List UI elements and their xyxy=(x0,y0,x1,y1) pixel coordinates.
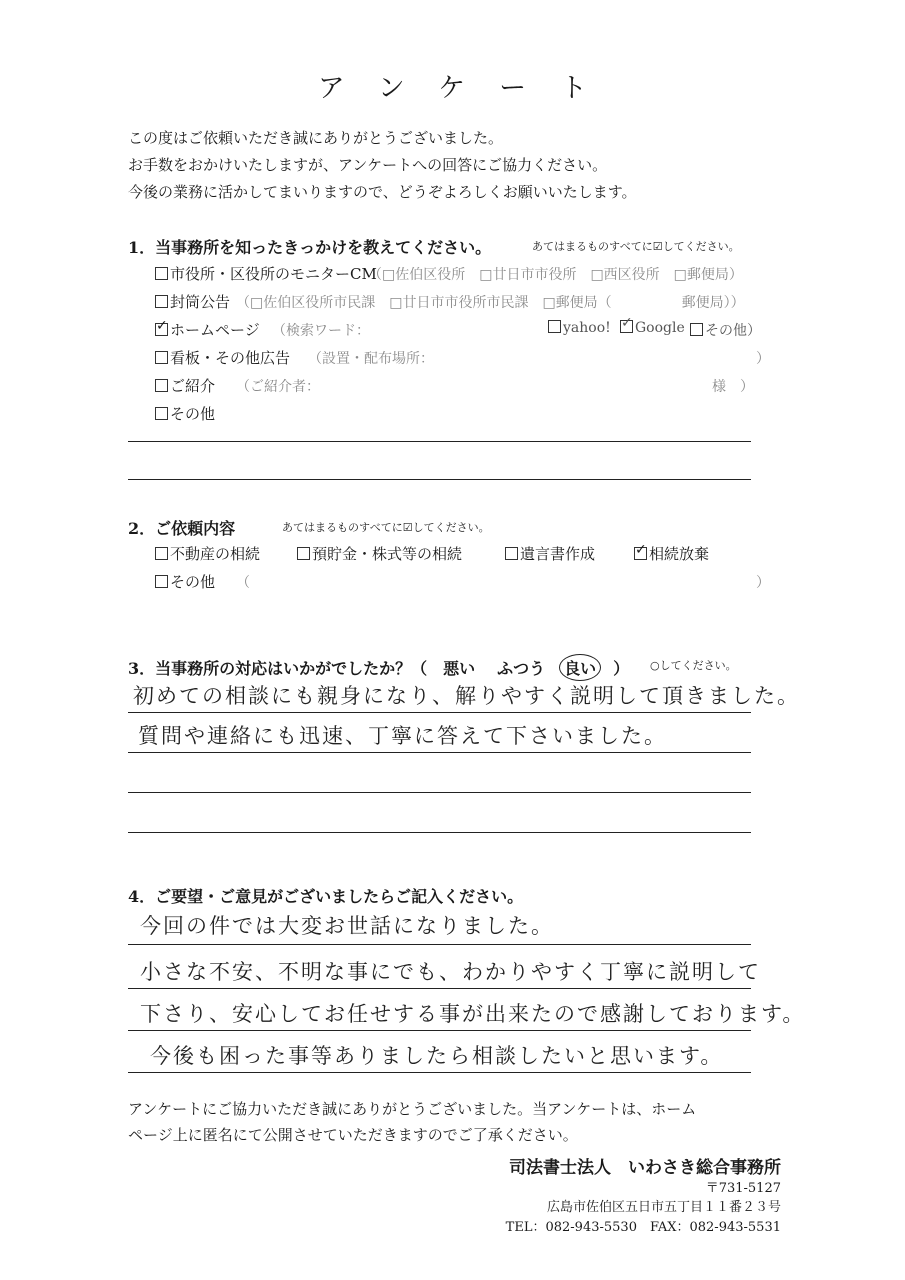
rating-normal[interactable]: ふつう xyxy=(497,659,546,678)
q1-option-sub: （ご紹介者： xyxy=(236,379,320,395)
q1-heading: 1．当事務所を知ったきっかけを教えてください。 xyxy=(128,238,492,257)
search-engine-google[interactable]: ✓ Google xyxy=(620,320,685,336)
intro-line: 今後の業務に活かしてまいりますので、どうぞよろしくお願いいたします。 xyxy=(128,183,637,201)
q2-hint: あてはまるものすべてに☑してください。 xyxy=(282,521,490,534)
answer-line xyxy=(128,441,751,442)
intro-line: お手数をおかけいたしますが、アンケートへの回答にご協力ください。 xyxy=(128,156,608,174)
handwritten-answer: 初めての相談にも親身になり、解りやすく説明して頂きました。 xyxy=(133,684,800,708)
handwritten-answer: 小さな不安、不明な事にでも、わかりやすく丁寧に説明して xyxy=(140,960,761,984)
checkbox-icon[interactable] xyxy=(155,379,168,392)
q3-hint: ○してください。 xyxy=(650,659,737,672)
answer-line xyxy=(128,832,751,833)
q1-option-sub: （□佐伯区役所市民課 □廿日市市役所市民課 □郵便局（ 郵便局）） xyxy=(236,295,745,311)
q4-heading: 4．ご要望・ご意見がございましたらご記入ください。 xyxy=(128,887,524,906)
footer-line: アンケートにご協力いただき誠にありがとうございました。当アンケートは、ホーム xyxy=(128,1100,697,1118)
q1-option-sub: （設置・配布場所： xyxy=(308,351,434,367)
q2-option-other[interactable]: その他 xyxy=(155,571,215,592)
answer-line xyxy=(128,479,751,480)
search-engine-yahoo[interactable]: yahoo! xyxy=(548,320,611,336)
footer-line: ページ上に匿名にて公開させていただきますのでご了承ください。 xyxy=(128,1126,578,1144)
office-name: 司法書士法人 いわさき総合事務所 xyxy=(509,1158,781,1178)
answer-line xyxy=(128,988,751,989)
q2-heading: 2．ご依頼内容 xyxy=(128,519,236,538)
q2-option-real-estate[interactable]: 不動産の相続 xyxy=(155,543,260,564)
open-paren: （ xyxy=(236,575,250,591)
checkbox-icon[interactable] xyxy=(297,547,310,560)
q2-option-renunciation[interactable]: ✓ 相続放棄 xyxy=(634,543,709,564)
q1-option-sub: （検索ワード： xyxy=(272,323,370,339)
rating-good-circled[interactable]: 良い xyxy=(559,654,601,681)
q1-option-referral[interactable]: ご紹介 xyxy=(155,375,215,396)
q1-hint: あてはまるものすべてに☑してください。 xyxy=(532,240,740,253)
handwritten-answer: 今後も困った事等ありましたら相談したいと思います。 xyxy=(150,1044,724,1068)
checkbox-icon[interactable] xyxy=(690,323,703,336)
q3-heading: 3．当事務所の対応はいかがでしたか？（ 悪い ふつう 良い ） xyxy=(128,654,629,681)
q1-option-other[interactable]: その他 xyxy=(155,403,215,424)
office-phone: TEL：082-943-5530 FAX：082-943-5531 xyxy=(505,1220,781,1235)
checkbox-icon[interactable] xyxy=(155,407,168,420)
checkbox-icon[interactable] xyxy=(155,575,168,588)
checkbox-icon[interactable] xyxy=(155,547,168,560)
checkbox-icon[interactable] xyxy=(505,547,518,560)
answer-line xyxy=(128,752,751,753)
answer-line xyxy=(128,1072,751,1073)
page-title: アンケート xyxy=(317,73,622,104)
search-engine-other[interactable]: その他） xyxy=(690,320,761,340)
answer-line xyxy=(128,944,751,945)
checkbox-icon[interactable] xyxy=(548,320,561,333)
handwritten-answer: 質問や連絡にも迅速、丁寧に答えて下さいました。 xyxy=(138,724,667,748)
checkbox-checked-icon[interactable] xyxy=(620,320,633,333)
q1-option-envelope[interactable]: 封筒公告 xyxy=(155,291,230,312)
office-address: 広島市佐伯区五日市五丁目１１番２３号 xyxy=(546,1200,781,1215)
checkbox-checked-icon[interactable] xyxy=(634,547,647,560)
close-paren: ） xyxy=(756,351,770,367)
answer-line xyxy=(128,1030,751,1031)
checkbox-checked-icon[interactable] xyxy=(155,323,168,336)
q1-option-homepage[interactable]: ✓ホームページ xyxy=(155,319,260,340)
q1-option-monitor-cm[interactable]: 市役所・区役所のモニターCM xyxy=(155,263,377,284)
checkbox-icon[interactable] xyxy=(155,351,168,364)
q1-option-signboard[interactable]: 看板・その他広告 xyxy=(155,347,290,368)
q1-option-sub: （□佐伯区役所 □廿日市市役所 □西区役所 □郵便局） xyxy=(368,267,743,283)
close-paren: ） xyxy=(756,575,770,591)
office-postal: 〒731-5127 xyxy=(705,1181,781,1196)
rating-bad[interactable]: 悪い xyxy=(443,659,476,678)
answer-line xyxy=(128,712,751,713)
q2-option-savings[interactable]: 預貯金・株式等の相続 xyxy=(297,543,462,564)
q2-option-will[interactable]: 遺言書作成 xyxy=(505,543,595,564)
intro-line: この度はご依頼いただき誠にありがとうございました。 xyxy=(128,129,504,147)
checkbox-icon[interactable] xyxy=(155,295,168,308)
honorific-sama: 様 ） xyxy=(712,379,754,395)
handwritten-answer: 今回の件では大変お世話になりました。 xyxy=(140,914,554,938)
checkbox-icon[interactable] xyxy=(155,267,168,280)
answer-line xyxy=(128,792,751,793)
handwritten-answer: 下さり、安心してお任せする事が出来たので感謝しております。 xyxy=(140,1002,806,1026)
